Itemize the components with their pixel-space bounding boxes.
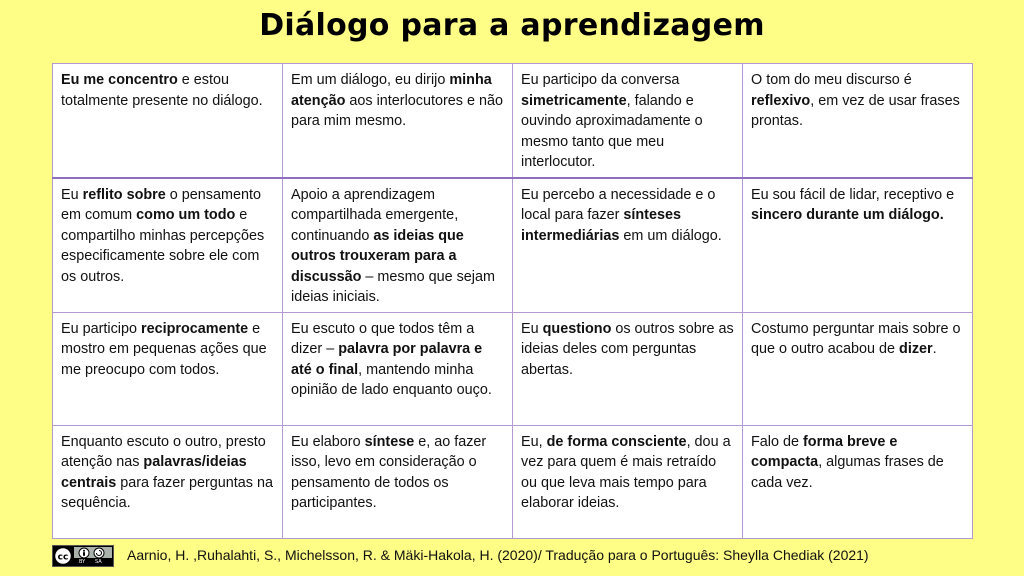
emphasis-text: forma breve e compacta [751,433,898,470]
cell-text: Eu escuto o que todos têm a dizer – [291,320,475,357]
svg-text:cc: cc [57,552,69,563]
cell-text: e, ao fazer isso, levo em consideração o pensamento de todos os participantes. [291,433,487,511]
emphasis-text: sínteses intermediárias [521,207,681,244]
cell-text: Eu, [521,433,547,450]
page-title: Diálogo para a aprendizagem [259,8,765,43]
emphasis-text: reflexivo [751,92,811,109]
cell-text: , falando e ouvindo aproximadamente o mesmo tanto que meu interlocutor. [521,92,703,170]
cell-text: – mesmo que sejam ideias iniciais. [291,268,495,305]
cell-text: e mostro em pequenas ações que me preocupo com todos. [61,320,267,378]
emphasis-text: questiono [542,320,612,337]
cell-text: Eu [521,320,543,337]
license-sa-label: SA [95,559,102,565]
dialogue-table [52,63,973,539]
cell-text: , mantendo minha opinião de lado enquanto ouço. [291,361,492,398]
table-cell [513,64,743,178]
cell-text: , em vez de usar frases prontas. [751,92,960,129]
emphasis-text: palavras/ideias centrais [61,454,247,491]
table-cell [283,64,513,178]
emphasis-text: síntese [364,433,415,450]
table-cell [743,425,973,538]
cell-text: Eu [61,186,83,203]
emphasis-text: dizer [899,341,933,357]
table-row [53,178,973,313]
table-cell [513,178,743,313]
cell-text: . [932,341,937,357]
footer [0,541,1024,571]
cell-text: Eu participo da conversa [521,72,680,88]
cell-text: em um diálogo. [619,227,722,244]
table-cell [283,178,513,313]
cell-text: Falo de [751,433,803,450]
cell-text: e estou totalmente presente no diálogo. [61,72,263,109]
table-cell [53,425,283,538]
cell-text: aos interlocutores e não para mim mesmo. [291,92,503,129]
cc-by-sa-icon [52,545,114,567]
table-cell [53,312,283,425]
table-cell [283,312,513,425]
table-cell [513,312,743,425]
emphasis-text: reflito sobre [82,186,166,203]
emphasis-text: palavra por palavra e até o final [291,341,483,378]
cell-text: Eu percebo a necessidade e o local para fazer [521,186,716,223]
emphasis-text: sincero durante um diálogo. [751,207,944,223]
cell-text: para fazer perguntas na sequência. [61,474,274,511]
cell-text: os outros sobre as ideias deles com perguntas abertas. [521,320,734,378]
citation-text: Aarnio, H. ,Ruhalahti, S., Michelsson, R. & Mäki-Hakola, H. (2020)/ Tradução para o Português: Sheylla Chediak (2021) [127,547,869,563]
cell-text: Enquanto escuto o outro, presto atenção nas [61,433,266,470]
table-cell [283,425,513,538]
emphasis-text: simetricamente [521,92,627,109]
cell-text: Eu participo [61,320,141,337]
emphasis-text: reciprocamente [141,320,249,337]
license-by-label: BY [79,559,86,565]
table-cell [743,64,973,178]
cell-text: , dou a vez para quem é mais retraído ou que leva mais tempo para elaborar ideias. [521,433,731,511]
emphasis-text: Eu me concentro [61,72,178,88]
cell-text: Eu elaboro [291,433,365,450]
table-cell [53,178,283,313]
table-cell [53,64,283,178]
cell-text: , algumas frases de cada vez. [751,454,944,491]
cell-text: Eu sou fácil de lidar, receptivo e [751,186,955,203]
table-row [53,425,973,538]
emphasis-text: minha atenção [291,72,492,109]
cell-text: Em um diálogo, eu dirijo [291,72,450,88]
emphasis-text: de forma consciente [546,433,687,450]
table-cell [513,425,743,538]
table-cell [743,178,973,313]
table-row [53,312,973,425]
cell-text: Costumo perguntar mais sobre o que o outro acabou de [751,320,961,357]
cell-text: o pensamento em comum [61,186,261,223]
table-cell [743,312,973,425]
emphasis-text: como um todo [136,207,236,223]
emphasis-text: as ideias que outros trouxeram para a discussão [291,227,464,285]
cell-text: O tom do meu discurso é [751,72,912,88]
cell-text: Apoio a aprendizagem compartilhada emergente, continuando [291,186,459,244]
table-row [53,64,973,178]
cell-text: e compartilho minhas percepções especificamente sobre ele com os outros. [61,207,265,285]
